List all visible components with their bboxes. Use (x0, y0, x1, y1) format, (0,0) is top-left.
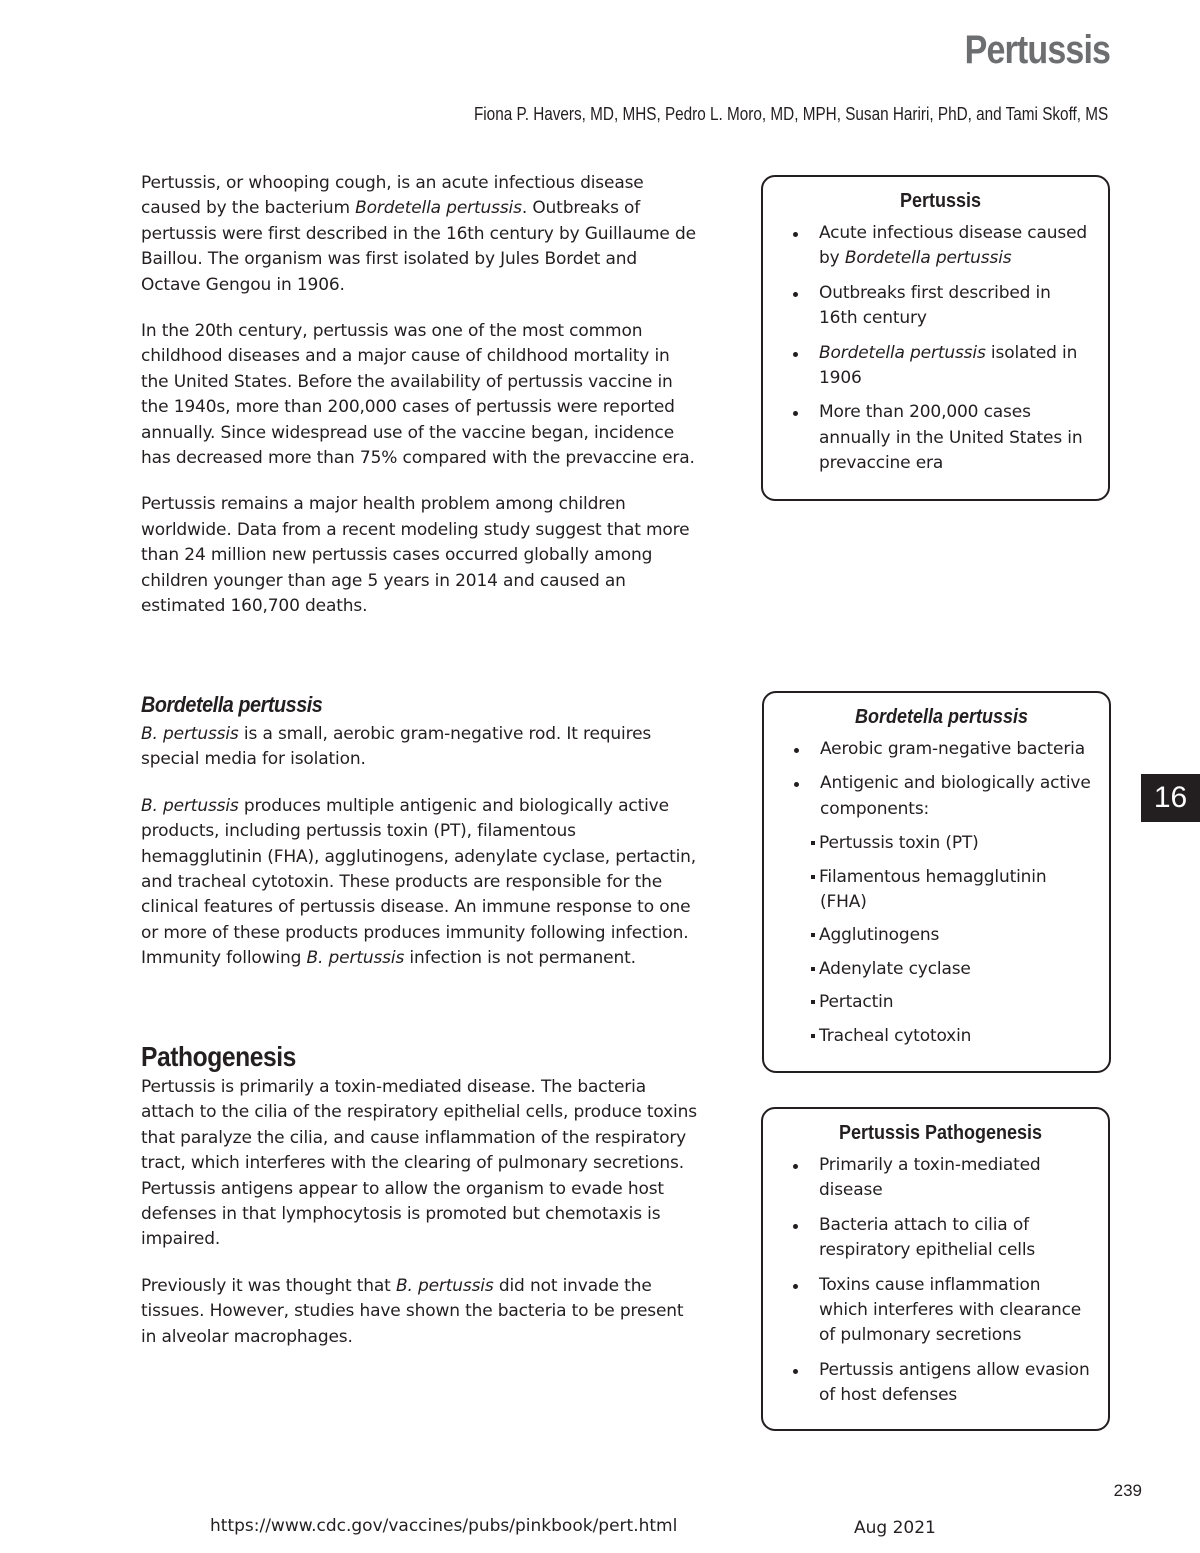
list-item: Bacteria attach to cilia of respiratory epithelial cells (787, 1213, 1094, 1264)
intro-section (141, 171, 701, 641)
sub-list-item: Tracheal cytotoxin (788, 1024, 1095, 1049)
pathogenesis-paragraph-1: Pertussis is primarily a toxin-mediated disease. The bacteria attach to the cilia of the respiratory epithelial cells, produce toxins that paralyze the cilia, and cause inflammation of the respiratory tract, which interferes with the clearing of pulmonary secretions. Pertussis antigens appear to allow the organism to evade host defenses in that lymphocytosis is promoted but chemotaxis is impaired. (141, 1077, 697, 1250)
list-item: Toxins cause inflammation which interferes with clearance of pulmonary secretions (787, 1273, 1094, 1349)
pathogenesis-heading: Pathogenesis (141, 1041, 296, 1072)
list-item: Acute infectious disease caused by Bordetella pertussis (787, 221, 1094, 272)
list-item: More than 200,000 cases annually in the United States in prevaccine era (787, 400, 1094, 476)
list-item: Antigenic and biologically active components: (788, 771, 1095, 822)
sub-list-item: Pertactin (788, 990, 1095, 1015)
intro-paragraph-1: Pertussis, or whooping cough, is an acute infectious disease caused by the bacterium Bordetella pertussis. Outbreaks of pertussis were first described in the 16th century by Guillaume de Baillou. The organism was first isolated by Jules Bordet and Octave Gengou in 1906. (141, 173, 696, 295)
list-item: Primarily a toxin-mediated disease (787, 1153, 1094, 1204)
intro-paragraph-2: In the 20th century, pertussis was one of the most common childhood diseases and a major cause of childhood mortality in the United States. Before the availability of pertussis vaccine in the 1940s, more than 200,000 cases of pertussis were reported annually. Since widespread use of the vaccine began, incidence has decreased more than 75% compared with the prevaccine era. (141, 321, 695, 469)
bordetella-paragraph-2: B. pertussis produces multiple antigenic and biologically active products, including pertussis toxin (PT), filamentous hemagglutinin (FHA), agglutinogens, adenylate cyclase, pertactin, and tracheal cytotoxin. These products are responsible for the clinical features of pertussis disease. An immune response to one or more of these products produces immunity following infection. Immunity following B. pertussis infection is not permanent. (141, 795, 697, 969)
list-item: Aerobic gram-negative bacteria (788, 737, 1095, 762)
bordetella-section (141, 692, 701, 993)
author-line: Fiona P. Havers, MD, MHS, Pedro L. Moro, MD, MPH, Susan Hariri, PhD, and Tami Skoff, MS (473, 104, 1108, 124)
sidebar-list (787, 1153, 1094, 1409)
sub-list-item: Agglutinogens (788, 923, 1095, 948)
chapter-tab: 16 (1141, 774, 1200, 822)
pathogenesis-paragraph-2: Previously it was thought that B. pertussis did not invade the tissues. However, studies have shown the bacteria to be present in alveolar macrophages. (141, 1275, 684, 1347)
sidebar-box-pathogenesis (761, 1107, 1110, 1431)
sidebar-list (787, 221, 1094, 477)
sidebar-box-bordetella (762, 691, 1111, 1073)
page-number: 239 (1113, 1481, 1142, 1500)
list-item: Outbreaks first described in 16th century (787, 281, 1094, 332)
sub-list-item: Adenylate cyclase (788, 957, 1095, 982)
sidebar-title: Pertussis Pathogenesis (838, 1122, 1043, 1144)
bordetella-paragraph-1: B. pertussis is a small, aerobic gram-negative rod. It requires special media for isolation. (141, 724, 652, 770)
list-item: Pertussis antigens allow evasion of host defenses (787, 1358, 1094, 1409)
sidebar-title: Bordetella pertussis (854, 706, 1029, 728)
chapter-title: Pertussis (964, 28, 1110, 72)
sidebar-title: Pertussis (899, 190, 982, 212)
sidebar-list (788, 737, 1095, 1049)
sub-list-item: Pertussis toxin (PT) (788, 831, 1095, 856)
sidebar-box-pertussis (761, 175, 1110, 501)
list-item: Bordetella pertussis isolated in 1906 (787, 341, 1094, 392)
sub-list-item: Filamentous hemagglutinin (FHA) (788, 865, 1095, 916)
intro-paragraph-3: Pertussis remains a major health problem among children worldwide. Data from a recent modeling study suggest that more than 24 million new pertussis cases occurred globally among children younger than age 5 years in 2014 and caused an estimated 160,700 deaths. (141, 494, 690, 617)
pathogenesis-section (141, 1041, 701, 1371)
footer-date: Aug 2021 (854, 1518, 936, 1538)
footer-url: https://www.cdc.gov/vaccines/pubs/pinkbook/pert.html (210, 1516, 678, 1536)
bordetella-heading: Bordetella pertussis (141, 692, 323, 717)
